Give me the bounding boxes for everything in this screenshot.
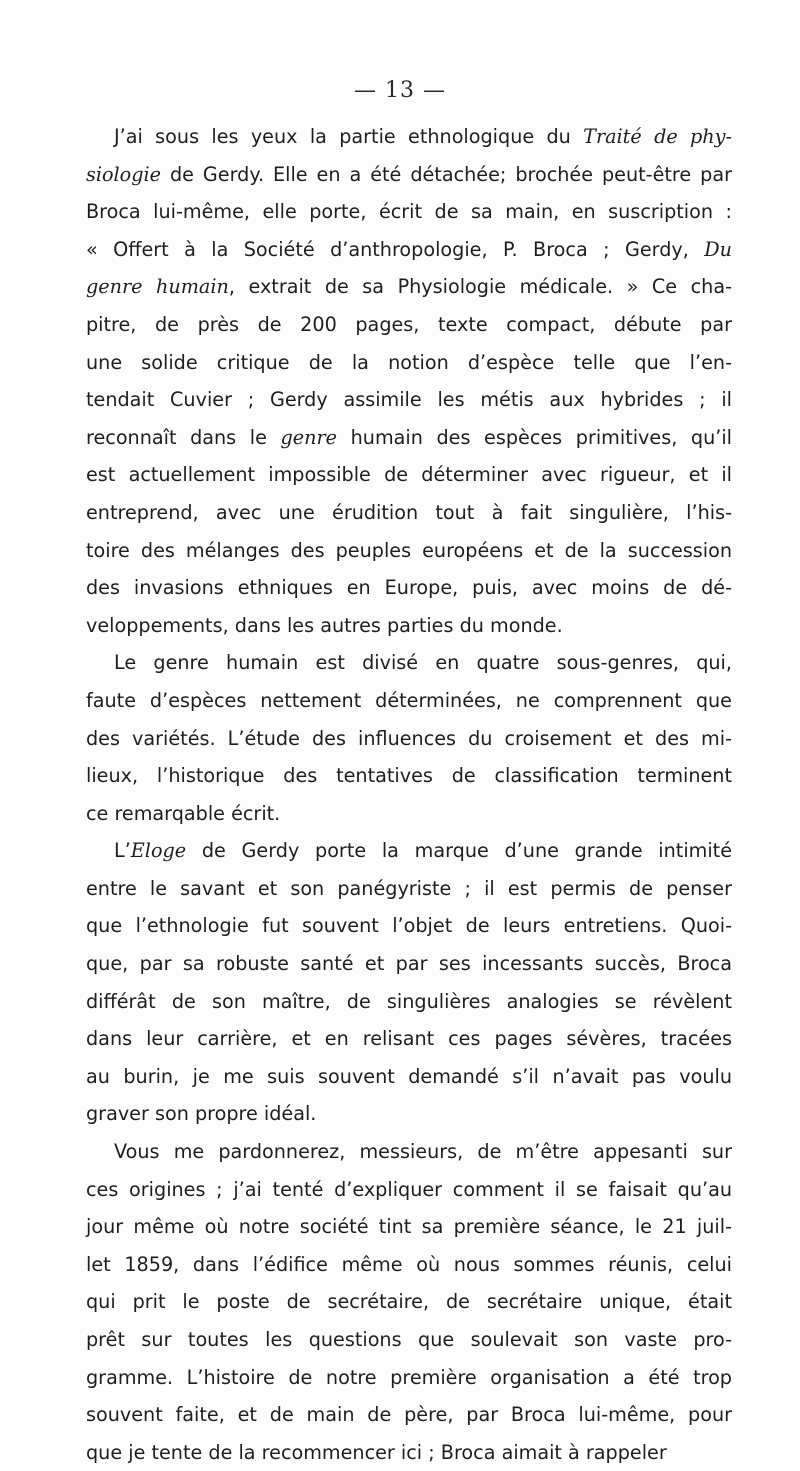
text-segment: différât de son maître, de singulières analogies se révèlent	[86, 989, 732, 1013]
text-line	[86, 607, 732, 645]
italic-text: genre	[280, 425, 338, 449]
text-segment: que je tente de la recommencer ici ; Broca aimait à rappeler	[86, 1440, 667, 1464]
italic-text: Eloge	[130, 839, 187, 863]
text-line	[86, 532, 732, 570]
text-line	[86, 231, 732, 269]
text-line	[86, 381, 732, 419]
text-line	[86, 945, 732, 983]
text-line	[86, 456, 732, 494]
text-line	[86, 1283, 732, 1321]
text-line	[86, 193, 732, 231]
text-line	[86, 795, 732, 833]
text-line	[86, 1359, 732, 1397]
text-segment: une solide critique de la notion d’espèce telle que l’en-	[86, 350, 732, 374]
text-segment: que l’ethnologie fut souvent l’objet de leurs entretiens. Quoi-	[86, 914, 732, 938]
text-line	[86, 720, 732, 758]
text-segment: qui prit le poste de secrétaire, de secrétaire unique, était	[86, 1290, 732, 1314]
text-line	[86, 682, 732, 720]
text-segment: ce remarqable écrit.	[86, 801, 281, 825]
text-segment: faute d’espèces nettement déterminées, ne comprennent que	[86, 688, 732, 712]
italic-text: genre humain	[86, 275, 229, 299]
text-line	[86, 870, 732, 908]
text-line	[86, 1246, 732, 1284]
text-line	[86, 1095, 732, 1133]
text-segment: dans leur carrière, et en relisant ces pages sévères, tracées	[86, 1027, 732, 1051]
text-line	[86, 1058, 732, 1096]
text-segment: let 1859, dans l’édifice même où nous sommes réunis, celui	[86, 1252, 732, 1276]
text-segment: au burin, je me suis souvent demandé s’il n’avait pas voulu	[86, 1064, 732, 1088]
text-segment: Vous me pardonnerez, messieurs, de m’être appesanti sur	[114, 1140, 732, 1164]
text-line	[86, 1396, 732, 1434]
text-segment: gramme. L’histoire de notre première organisation a été trop	[86, 1365, 732, 1389]
text-line	[86, 1208, 732, 1246]
text-segment: « Offert à la Société d’anthropologie, P. Broca ; Gerdy,	[86, 237, 705, 261]
text-segment: lieux, l’historique des tentatives de classification terminent	[86, 764, 732, 788]
text-line	[86, 1020, 732, 1058]
text-line	[86, 1133, 732, 1171]
text-line	[86, 156, 732, 194]
text-line	[86, 569, 732, 607]
text-segment: pitre, de près de 200 pages, texte compact, débute par	[86, 312, 732, 336]
italic-text: Traité de phy-	[583, 125, 732, 148]
text-line	[86, 268, 732, 306]
text-line	[86, 344, 732, 382]
body-text	[86, 118, 732, 1471]
text-line	[86, 306, 732, 344]
text-segment: de Gerdy porte la marque d’une grande intimité	[186, 839, 732, 863]
text-segment: Broca lui-même, elle porte, écrit de sa main, en suscription :	[86, 200, 732, 224]
text-segment: prêt sur toutes les questions que soulevait son vaste pro-	[86, 1328, 732, 1351]
text-segment: graver son propre idéal.	[86, 1102, 317, 1126]
text-segment: reconnaît dans le	[86, 425, 281, 449]
text-segment: , extrait de sa Physiologie médicale. » Ce cha-	[228, 275, 732, 299]
text-segment: veloppements, dans les autres parties du monde.	[86, 613, 563, 637]
text-segment: Le genre humain est divisé en quatre sous-genres, qui,	[114, 651, 732, 675]
text-line	[86, 1434, 732, 1471]
text-line	[86, 118, 732, 156]
italic-text: Du	[704, 237, 732, 261]
text-segment: des variétés. L’étude des influences du croisement et des mi-	[86, 726, 732, 750]
text-segment: humain des espèces primitives, qu’il	[337, 425, 732, 449]
text-line	[86, 983, 732, 1021]
italic-text: siologie	[86, 162, 161, 186]
text-segment: est actuellement impossible de déterminer avec rigueur, et il	[86, 463, 732, 487]
text-segment: des invasions ethniques en Europe, puis, avec moins de dé-	[86, 576, 732, 600]
text-segment: jour même où notre société tint sa première séance, le 21 juil-	[86, 1215, 732, 1239]
text-segment: que, par sa robuste santé et par ses incessants succès, Broca	[86, 952, 732, 976]
text-segment: entre le savant et son panégyriste ; il est permis de penser	[86, 876, 732, 900]
text-segment: souvent faite, et de main de père, par Broca lui-même, pour	[86, 1403, 732, 1427]
text-segment: tendait Cuvier ; Gerdy assimile les métis aux hybrides ; il	[86, 388, 732, 412]
text-line	[86, 1171, 732, 1209]
text-line	[86, 494, 732, 532]
text-segment: ces origines ; j’ai tenté d’expliquer comment il se faisait qu’au	[86, 1177, 732, 1201]
text-line	[86, 1321, 732, 1359]
text-segment: L’	[114, 839, 131, 863]
text-segment: toire des mélanges des peuples européens et de la succession	[86, 538, 732, 562]
text-line	[86, 644, 732, 682]
text-line	[86, 832, 732, 870]
text-segment: J’ai sous les yeux la partie ethnologique du	[114, 125, 584, 148]
text-line	[86, 757, 732, 795]
text-segment: de Gerdy. Elle en a été détachée; brochée peut-être par	[161, 162, 732, 186]
text-line	[86, 907, 732, 945]
text-segment: entreprend, avec une érudition tout à fait singulière, l’his-	[86, 500, 732, 524]
page-number: — 13 —	[354, 78, 446, 103]
text-line	[86, 419, 732, 457]
